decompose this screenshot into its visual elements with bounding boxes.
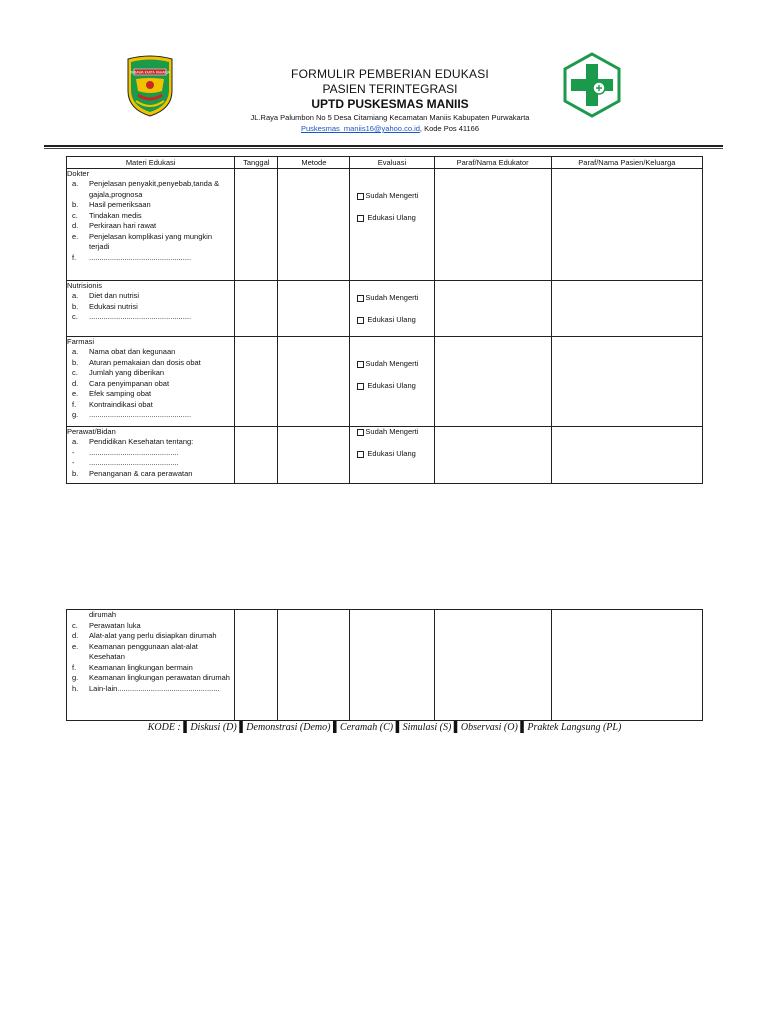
edukasi-ulang-checkbox[interactable] bbox=[357, 449, 433, 459]
item-text: Penanganan & cara perawatan bbox=[89, 468, 193, 478]
item-letter: a. bbox=[72, 437, 79, 446]
list-item bbox=[67, 663, 234, 674]
item-letter: d. bbox=[72, 378, 79, 388]
tanggal-cell[interactable] bbox=[235, 169, 278, 281]
checkbox-label: Edukasi Ulang bbox=[367, 315, 416, 324]
form-subtitle: PASIEN TERINTEGRASI bbox=[322, 82, 458, 96]
item-text: Keamanan lingkungan perawatan dirumah bbox=[89, 673, 230, 682]
item-letter: g. bbox=[72, 673, 79, 682]
list-item bbox=[67, 358, 234, 369]
list-item bbox=[67, 610, 234, 621]
education-table-continued bbox=[66, 609, 703, 721]
item-letter: f. bbox=[72, 252, 77, 262]
postcode-text: , Kode Pos 41166 bbox=[419, 124, 479, 133]
table-row bbox=[67, 610, 703, 721]
evaluasi-cell bbox=[350, 337, 434, 427]
sudah-mengerti-checkbox[interactable] bbox=[357, 359, 433, 369]
section-title: Dokter bbox=[67, 169, 90, 178]
education-table bbox=[66, 156, 703, 484]
table-row bbox=[67, 337, 703, 427]
list-item bbox=[67, 379, 234, 390]
item-text: ................................................. bbox=[89, 312, 192, 321]
item-text: Edukasi nutrisi bbox=[89, 301, 138, 311]
col-header-pasien: Paraf/Nama Pasien/Keluarga bbox=[551, 157, 702, 169]
table-row bbox=[67, 427, 703, 484]
list-item bbox=[67, 347, 234, 358]
item-text: ................................................. bbox=[89, 252, 192, 262]
tanggal-cell[interactable] bbox=[235, 610, 278, 721]
checkbox-label: Edukasi Ulang bbox=[367, 449, 416, 458]
regency-crest-icon bbox=[124, 55, 176, 117]
metode-cell[interactable] bbox=[278, 610, 350, 721]
institution-name: UPTD PUSKESMAS MANIIS bbox=[311, 97, 469, 111]
section-title: Farmasi bbox=[67, 337, 95, 346]
checkbox-box[interactable] bbox=[357, 451, 364, 458]
list-item bbox=[67, 221, 234, 232]
item-text: ........................................... bbox=[89, 458, 179, 467]
pasien-signature-cell[interactable] bbox=[551, 610, 702, 721]
evaluasi-cell bbox=[350, 169, 434, 281]
list-item bbox=[67, 253, 234, 264]
list-item bbox=[67, 232, 234, 253]
item-text: Tindakan medis bbox=[89, 210, 142, 220]
materi-cell bbox=[67, 610, 235, 721]
checkbox-box[interactable] bbox=[357, 215, 364, 222]
sudah-mengerti-checkbox[interactable] bbox=[357, 293, 433, 303]
list-item bbox=[67, 448, 234, 459]
item-text: Kontraindikasi obat bbox=[89, 399, 153, 409]
checkbox-label: Edukasi Ulang bbox=[367, 213, 416, 222]
item-letter: b. bbox=[72, 200, 79, 209]
edukator-signature-cell[interactable] bbox=[434, 169, 551, 281]
item-letter: - bbox=[72, 458, 75, 467]
list-item bbox=[67, 291, 234, 302]
checkbox-box[interactable] bbox=[357, 429, 364, 436]
item-letter: c. bbox=[72, 620, 78, 630]
col-header-materi: Materi Edukasi bbox=[67, 157, 235, 169]
list-item bbox=[67, 400, 234, 411]
method-code-legend: KODE : ▌Diskusi (D) ▌Demonstrasi (Demo) ▌Ceramah (C) ▌Simulasi (S) ▌Observasi (O) ▌Praktek Langsung (PL) bbox=[147, 722, 622, 733]
list-item bbox=[67, 200, 234, 211]
table-row bbox=[67, 169, 703, 281]
item-letter: c. bbox=[72, 312, 78, 321]
item-text: Cara penyimpanan obat bbox=[89, 378, 170, 388]
crest-banner-text: WIBAWA KARTA RAHARJA bbox=[130, 70, 170, 75]
tanggal-cell[interactable] bbox=[235, 427, 278, 484]
item-text: Nama obat dan kegunaan bbox=[89, 347, 176, 356]
checkbox-label: Sudah Mengerti bbox=[365, 293, 419, 302]
list-item bbox=[67, 621, 234, 632]
section-title: Nutrisionis bbox=[67, 281, 103, 290]
item-text: Keamanan lingkungan bermain bbox=[89, 662, 193, 672]
metode-cell[interactable] bbox=[278, 427, 350, 484]
metode-cell[interactable] bbox=[278, 337, 350, 427]
list-item bbox=[67, 389, 234, 400]
item-letter: f. bbox=[72, 662, 77, 672]
list-item bbox=[67, 642, 234, 663]
item-letter: c. bbox=[72, 210, 78, 220]
item-letter: e. bbox=[72, 231, 79, 241]
list-item bbox=[67, 312, 234, 323]
evaluasi-cell[interactable] bbox=[350, 610, 434, 721]
item-letter: e. bbox=[72, 641, 79, 651]
edukator-signature-cell[interactable] bbox=[434, 427, 551, 484]
checkbox-box[interactable] bbox=[357, 295, 364, 302]
table-row bbox=[67, 281, 703, 337]
checkbox-box[interactable] bbox=[357, 361, 364, 368]
metode-cell[interactable] bbox=[278, 281, 350, 337]
item-text: Hasil pemeriksaan bbox=[89, 200, 151, 209]
item-letter: - bbox=[72, 447, 75, 457]
evaluasi-cell bbox=[350, 281, 434, 337]
item-text: dirumah bbox=[89, 610, 117, 619]
item-letter: h. bbox=[72, 683, 79, 693]
item-letter: b. bbox=[72, 357, 79, 367]
pasien-signature-cell[interactable] bbox=[551, 169, 702, 281]
edukator-signature-cell[interactable] bbox=[434, 337, 551, 427]
edukasi-ulang-checkbox[interactable] bbox=[357, 381, 433, 391]
item-text: Perkiraan hari rawat bbox=[89, 221, 157, 230]
item-letter: g. bbox=[72, 410, 79, 419]
materi-cell bbox=[67, 281, 235, 337]
item-text: ................................................. bbox=[89, 410, 192, 419]
item-letter: a. bbox=[72, 179, 79, 188]
list-item bbox=[67, 631, 234, 642]
checkbox-box[interactable] bbox=[357, 383, 364, 390]
email-link[interactable]: Puskesmas_maniis16@yahoo.co.id bbox=[300, 124, 420, 133]
pasien-signature-cell[interactable] bbox=[551, 427, 702, 484]
item-text: Keamanan penggunaan alat-alat Kesehatan bbox=[89, 641, 198, 661]
list-item bbox=[67, 458, 234, 469]
list-item bbox=[67, 368, 234, 379]
item-text: Penjelasan penyakit,penyebab,tanda & gajala,prognosa bbox=[89, 179, 220, 199]
tanggal-cell[interactable] bbox=[235, 281, 278, 337]
item-letter: d. bbox=[72, 221, 79, 230]
list-item bbox=[67, 410, 234, 421]
list-item bbox=[67, 437, 234, 448]
pasien-signature-cell[interactable] bbox=[551, 281, 702, 337]
item-text: Penjelasan komplikasi yang mungkin terjadi bbox=[89, 231, 212, 251]
edukator-signature-cell[interactable] bbox=[434, 281, 551, 337]
pasien-signature-cell[interactable] bbox=[551, 337, 702, 427]
col-header-metode: Metode bbox=[278, 157, 350, 169]
item-letter: b. bbox=[72, 468, 79, 478]
list-item bbox=[67, 302, 234, 313]
checkbox-label: Sudah Mengerti bbox=[365, 427, 419, 436]
checkbox-label: Sudah Mengerti bbox=[365, 359, 419, 368]
item-letter: a. bbox=[72, 291, 79, 300]
item-letter: a. bbox=[72, 347, 79, 356]
address-line: JL.Raya Palumbon No 5 Desa Citamiang Kecamatan Maniis Kabupaten Purwakarta bbox=[250, 113, 530, 122]
item-letter: d. bbox=[72, 631, 79, 640]
item-text: Pendidikan Kesehatan tentang: bbox=[89, 437, 194, 446]
item-letter: c. bbox=[72, 368, 78, 377]
checkbox-box[interactable] bbox=[357, 317, 364, 324]
materi-cell bbox=[67, 337, 235, 427]
sudah-mengerti-checkbox[interactable] bbox=[357, 427, 433, 437]
checkbox-label: Sudah Mengerti bbox=[365, 191, 419, 200]
metode-cell[interactable] bbox=[278, 169, 350, 281]
list-item bbox=[67, 211, 234, 222]
item-text: Perawatan luka bbox=[89, 620, 141, 630]
checkbox-box[interactable] bbox=[357, 193, 364, 200]
tanggal-cell[interactable] bbox=[235, 337, 278, 427]
edukasi-ulang-checkbox[interactable] bbox=[357, 315, 433, 325]
materi-cell bbox=[67, 169, 235, 281]
item-letter: b. bbox=[72, 301, 79, 311]
header-rule bbox=[44, 145, 723, 147]
item-letter: f. bbox=[72, 399, 77, 409]
item-text: Aturan pemakaian dan dosis obat bbox=[89, 357, 201, 367]
item-text: Diet dan nutrisi bbox=[89, 291, 140, 300]
item-text: Jumlah yang diberikan bbox=[89, 368, 165, 377]
form-title: FORMULIR PEMBERIAN EDUKASI bbox=[291, 67, 489, 81]
checkbox-label: Edukasi Ulang bbox=[367, 381, 416, 390]
materi-cell bbox=[67, 427, 235, 484]
item-text: Alat-alat yang perlu disiapkan dirumah bbox=[89, 631, 217, 640]
evaluasi-cell bbox=[350, 427, 434, 484]
item-letter bbox=[67, 610, 89, 621]
list-item bbox=[67, 179, 234, 200]
list-item bbox=[67, 469, 234, 480]
header-rule-thin bbox=[44, 148, 723, 149]
list-item bbox=[67, 673, 234, 684]
col-header-edukator: Paraf/Nama Edukator bbox=[434, 157, 551, 169]
section-title: Perawat/Bidan bbox=[67, 427, 116, 436]
item-text: Lain-lain................................................. bbox=[89, 683, 220, 693]
item-text: Efek samping obat bbox=[89, 389, 152, 398]
sudah-mengerti-checkbox[interactable] bbox=[357, 191, 433, 201]
edukator-signature-cell[interactable] bbox=[434, 610, 551, 721]
list-item bbox=[67, 684, 234, 695]
col-header-evaluasi: Evaluasi bbox=[350, 157, 434, 169]
contact-line bbox=[170, 124, 610, 133]
col-header-tanggal: Tanggal bbox=[235, 157, 278, 169]
item-letter: e. bbox=[72, 389, 79, 398]
item-text: ........................................... bbox=[89, 447, 179, 457]
edukasi-ulang-checkbox[interactable] bbox=[357, 213, 433, 223]
